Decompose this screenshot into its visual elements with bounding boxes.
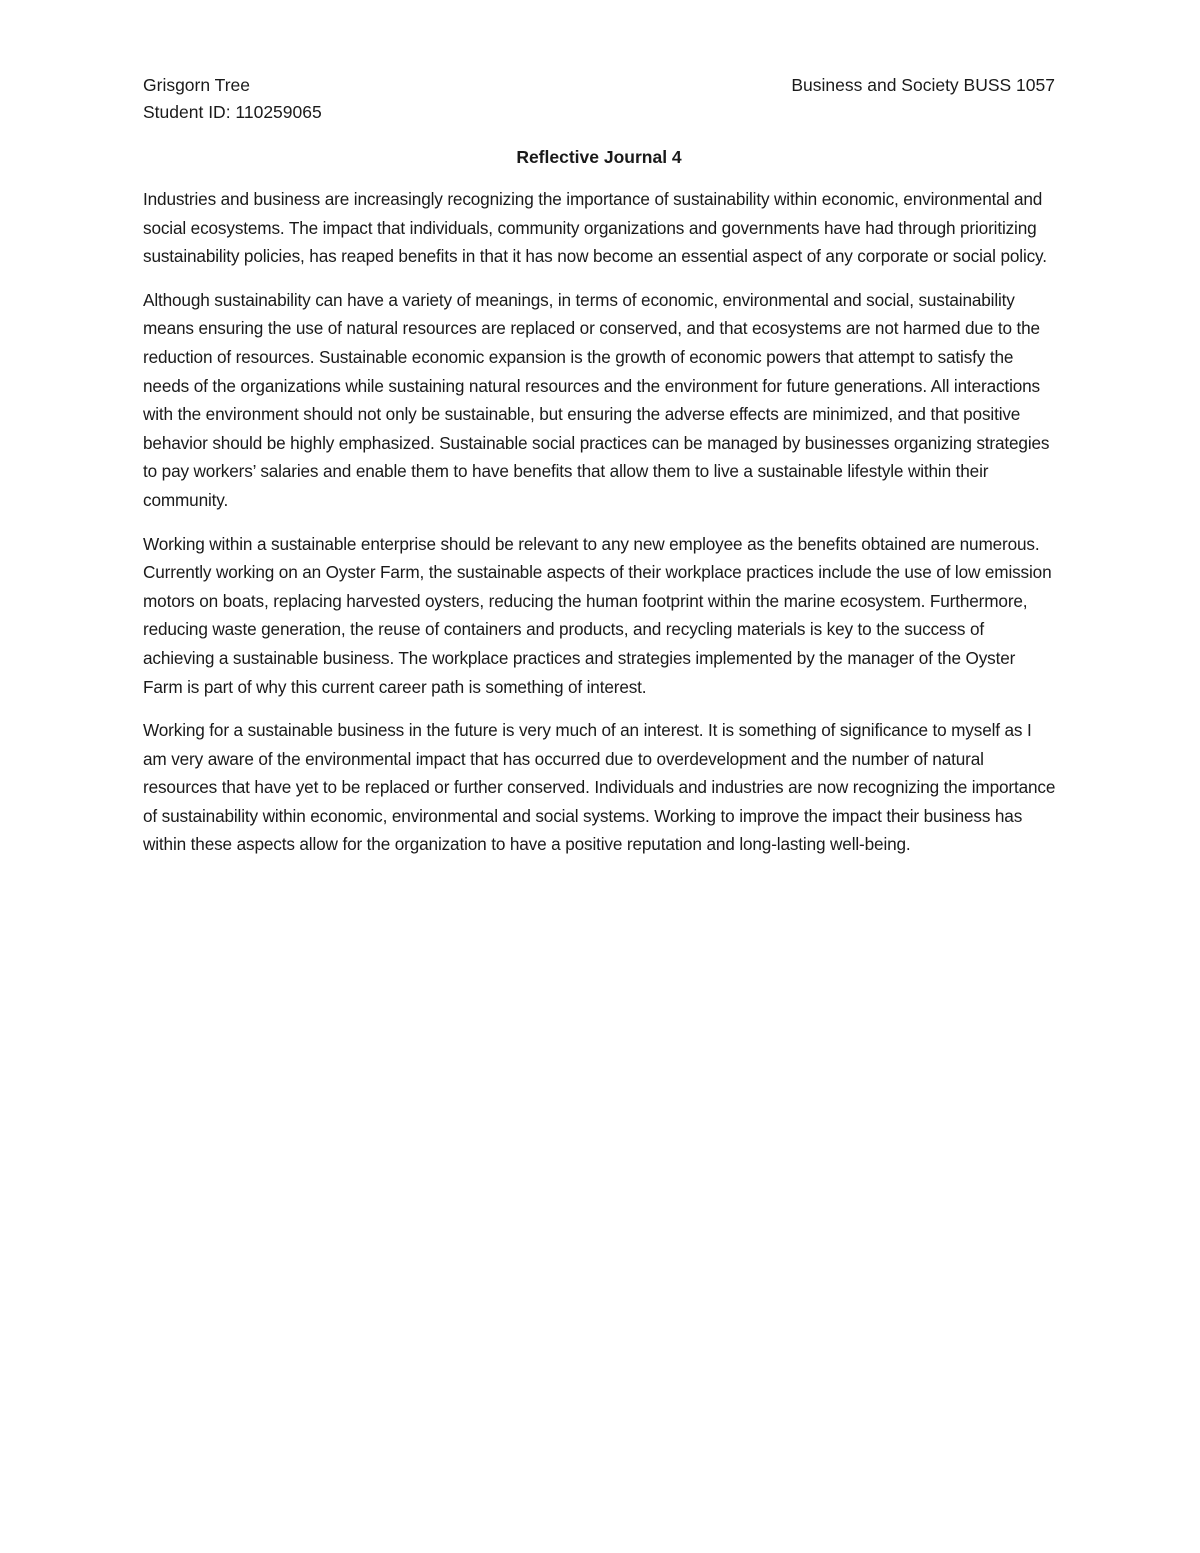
student-id: Student ID: 110259065 bbox=[143, 102, 322, 122]
page-header bbox=[143, 72, 1055, 98]
document-title: Reflective Journal 4 bbox=[516, 147, 682, 167]
paragraph-4: Working for a sustainable business in the future is very much of an interest. It is something of significance to myself as I am very aware of the environmental impact that has occurred due to overdevelopment and the number of natural resources that have yet to be replaced or further conserved. Individuals and industries are now recognizing the importance of sustainability within economic, environmental and social systems. Working to improve the impact their business has within these aspects allow for the organization to have a positive reputation and long-lasting well-being. bbox=[143, 720, 1056, 855]
author-name: Grisgorn Tree bbox=[143, 75, 250, 95]
document-body bbox=[143, 185, 1058, 874]
paragraph-1: Industries and business are increasingly recognizing the importance of sustainability within economic, environmental and social ecosystems. The impact that individuals, community organizations and governments have had through prioritizing sustainability policies, has reaped benefits in that it has now become an essential aspect of any corporate or social policy. bbox=[143, 189, 1047, 267]
paragraph-2: Although sustainability can have a variety of meanings, in terms of economic, environmental and social, sustainability means ensuring the use of natural resources are replaced or conserved, and that ecosystems are not harmed due to the reduction of resources. Sustainable economic expansion is the growth of economic powers that attempt to satisfy the needs of the organizations while sustaining natural resources and the environment for future generations. All interactions with the environment should not only be sustainable, but ensuring the adverse effects are minimized, and that positive behavior should be highly emphasized. Sustainable social practices can be managed by businesses organizing strategies to pay workers’ salaries and enable them to have benefits that allow them to live a sustainable lifestyle within their community. bbox=[143, 289, 1050, 510]
course-name: Business and Society BUSS 1057 bbox=[791, 75, 1055, 95]
paragraph-3: Working within a sustainable enterprise should be relevant to any new employee as the benefits obtained are numerous. Currently working on an Oyster Farm, the sustainable aspects of their workplace practices include the use of low emission motors on boats, replacing harvested oysters, reducing the human footprint within the marine ecosystem. Furthermore, reducing waste generation, the reuse of containers and products, and recycling materials is key to the success of achieving a sustainable business. The workplace practices and strategies implemented by the manager of the Oyster Farm is part of why this current career path is something of interest. bbox=[143, 533, 1052, 697]
